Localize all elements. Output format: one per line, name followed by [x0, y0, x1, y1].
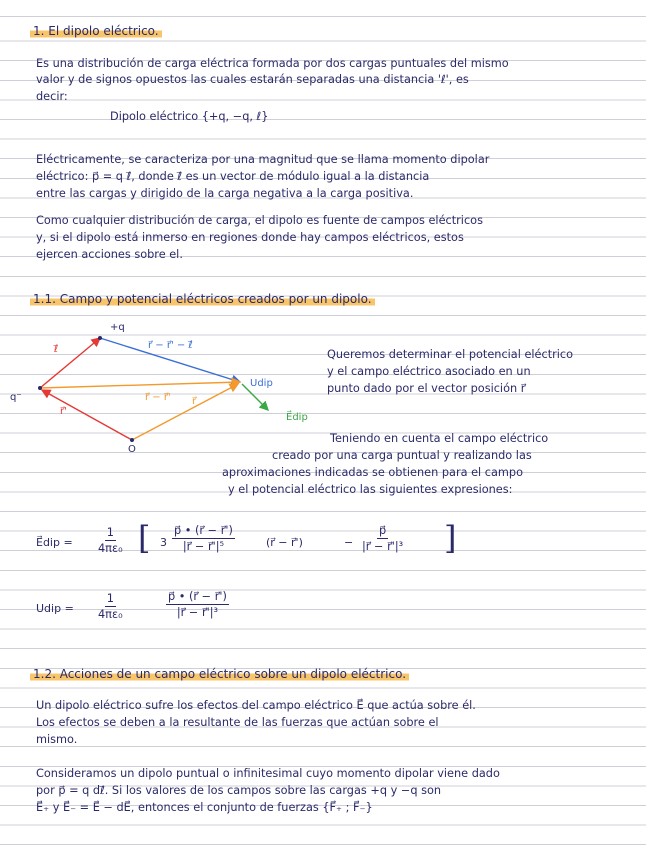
plus-q-label: +q — [110, 322, 125, 333]
paragraph-line: y, si el dipolo está inmerso en regiones donde hay campos eléctricos, estos — [36, 231, 464, 244]
eq1-term1: $\frac{p⃗ • (r⃗ - r⃗')}{\text{|r⃗ − r⃗'|⁵}}$ — [174, 524, 233, 553]
right-text-line: punto dado por el vector posición r⃗ — [327, 382, 526, 395]
eq2-lhs: Udip = — [36, 602, 74, 615]
l-vector-line — [40, 338, 100, 388]
eq1-lhs: E⃗dip = — [36, 536, 73, 549]
paragraph-line: E⃗₊ y E⃗₋ = E⃗ − dE⃗, entonces el conjunto de fuerzas {F⃗₊ ; F⃗₋} — [36, 801, 373, 814]
eq1-three: 3 — [160, 536, 167, 549]
eq2-term: $\frac{p⃗ • (r⃗ - r⃗')}{\text{|r⃗ − r⃗'|³}}$ — [168, 590, 227, 619]
origin-point — [130, 438, 134, 442]
origin-label: O — [128, 444, 136, 455]
continued-text-line: Teniendo en cuenta el campo eléctrico — [330, 432, 549, 445]
paragraph-line: valor y de signos opuestos las cuales estarán separadas una distancia 'ℓ', es — [36, 73, 469, 86]
paragraph-line: Los efectos se deben a la resultante de las fuerzas que actúan sobre el — [36, 716, 439, 729]
paragraph-line: Como cualquier distribución de carga, el dipolo es fuente de campos eléctricos — [36, 214, 483, 227]
minus-q-label: q⁻ — [10, 392, 22, 403]
plus-charge-point — [98, 336, 102, 340]
paragraph-line: por p⃗ = q dℓ⃗. Si los valores de los campos sobre las cargas +q y −q son — [36, 784, 442, 797]
rp-vector-line — [42, 390, 132, 440]
eq1-term2: $\frac{p⃗}{\text{|r⃗ − r⃗'|³}}$ — [362, 524, 404, 553]
paragraph-line: Un dipolo eléctrico sufre los efectos del campo eléctrico E⃗ que actúa sobre él. — [36, 699, 476, 712]
dipole-definition: Dipolo eléctrico {+q, −q, ℓ} — [110, 110, 269, 123]
r-minus-rp-minus-l-label: r⃗ − r⃗' − ℓ⃗ — [148, 340, 193, 351]
section-1-title: 1. El dipolo eléctrico. — [30, 24, 162, 38]
paragraph-line: decir: — [36, 90, 68, 103]
right-text-line: y el campo eléctrico asociado en un — [327, 365, 531, 378]
paragraph-line: eléctrico: p⃗ = q ℓ⃗, donde ℓ⃗ es un vector de módulo igual a la distancia — [36, 170, 430, 183]
paragraph-line: mismo. — [36, 733, 78, 746]
paragraph-line: entre las cargas y dirigido de la carga negativa a la carga positiva. — [36, 187, 414, 200]
eq1-term1-tail: (r⃗ − r⃗') — [266, 536, 303, 549]
minus-charge-point — [38, 386, 42, 390]
eq1-left-bracket: [ — [138, 519, 151, 557]
section-1-2-title: 1.2. Acciones de un campo eléctrico sobre un dipolo eléctrico. — [30, 667, 409, 681]
section-1-1-title: 1.1. Campo y potencial eléctricos creados por un dipolo. — [30, 292, 375, 306]
udip-label: Udip — [250, 378, 273, 389]
r-minus-rp-line — [40, 382, 240, 388]
continued-text-line: y el potencial eléctrico las siguientes expresiones: — [228, 483, 513, 496]
continued-text-line: creado por una carga puntual y realizando las — [272, 449, 532, 462]
right-text-line: Queremos determinar el potencial eléctrico — [327, 348, 574, 361]
edip-label: E⃗dip — [286, 412, 308, 423]
eq1-prefactor: $\frac{1}{\text{4πε₀}}$ — [98, 526, 123, 555]
r-vector-label: r⃗ — [192, 396, 197, 407]
paragraph-line: ejercen acciones sobre el. — [36, 248, 183, 261]
eq1-right-bracket: ] — [444, 519, 457, 557]
eq1-minus: − — [344, 536, 354, 549]
paragraph-line: Consideramos un dipolo puntual o infinitesimal cuyo momento dipolar viene dado — [36, 767, 500, 780]
paragraph-line: Es una distribución de carga eléctrica formada por dos cargas puntuales del mismo — [36, 57, 509, 70]
continued-text-line: aproximaciones indicadas se obtienen para el campo — [222, 466, 524, 479]
rp-vector-label: r⃗' — [60, 406, 67, 417]
paragraph-line: Eléctricamente, se caracteriza por una magnitud que se llama momento dipolar — [36, 153, 490, 166]
l-vector-label: ℓ⃗ — [54, 344, 59, 355]
eq2-prefactor: $\frac{1}{\text{4πε₀}}$ — [98, 592, 123, 621]
r-minus-rp-label: r⃗ − r⃗' — [145, 392, 171, 403]
